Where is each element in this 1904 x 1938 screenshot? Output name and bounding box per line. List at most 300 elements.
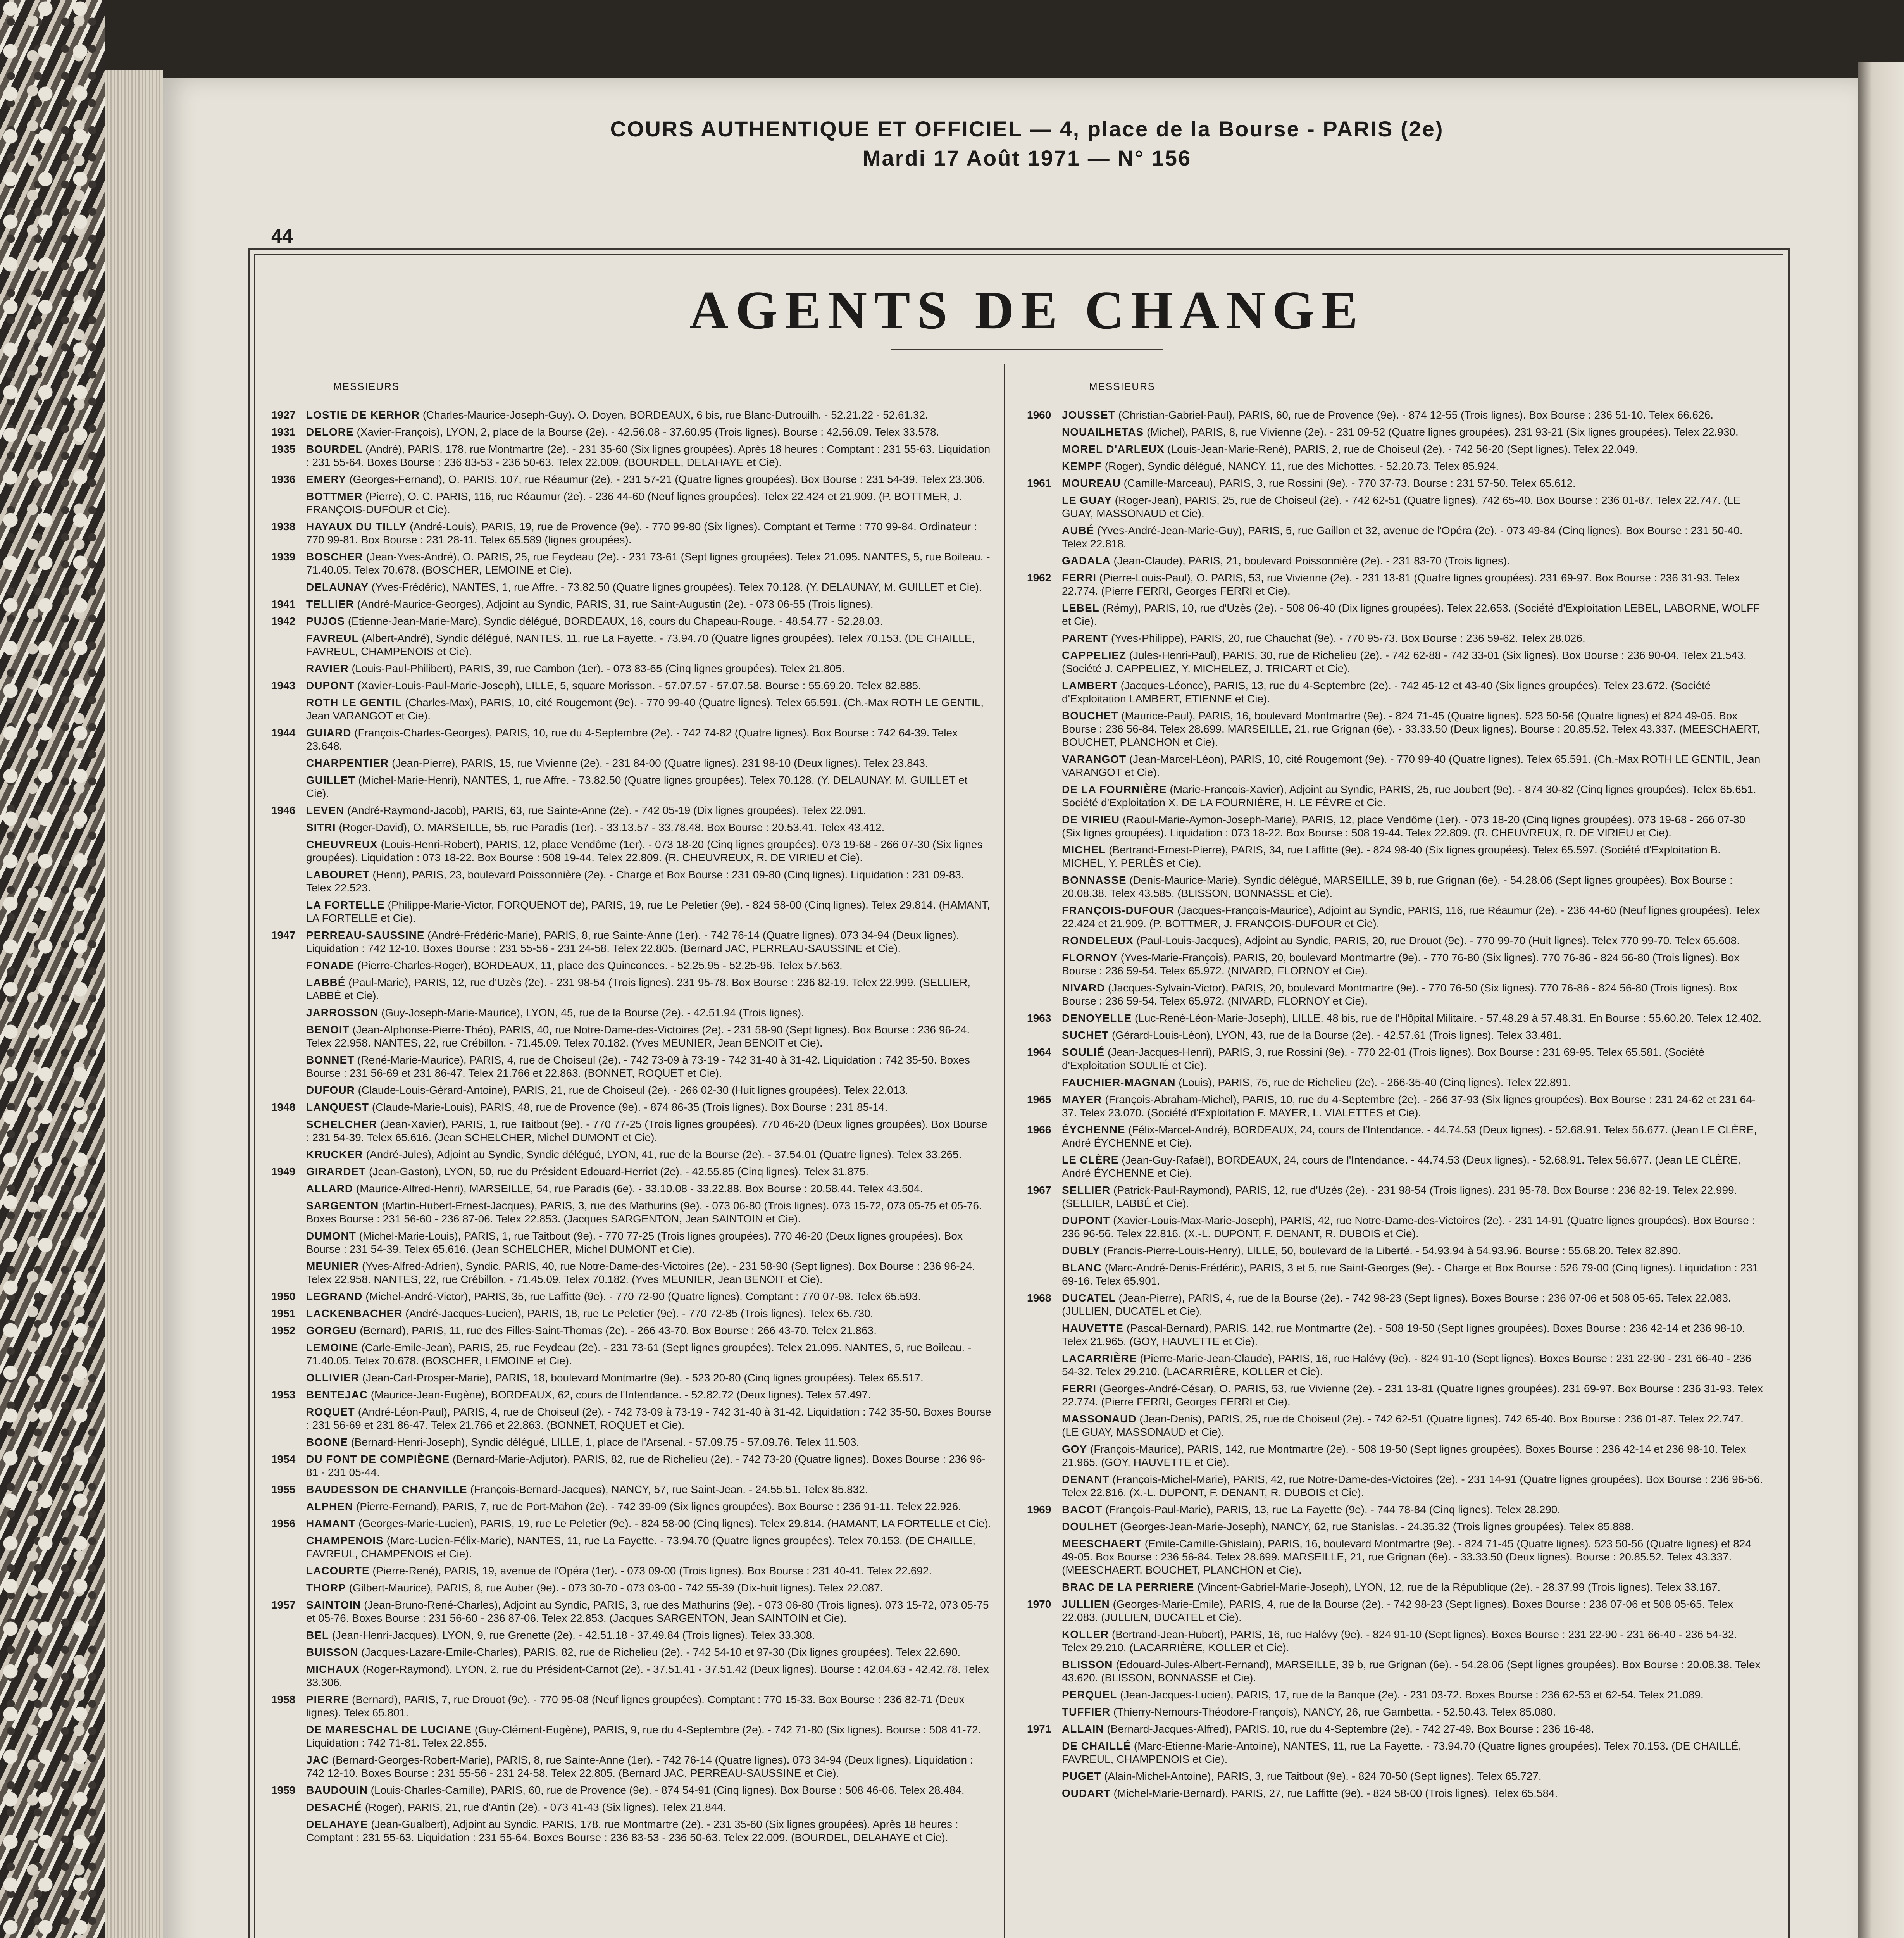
agent-name: DUMONT	[306, 1230, 356, 1242]
agent-details: (Yves-André-Jean-Marie-Guy), PARIS, 5, rue Gaillon et 32, avenue de l'Opéra (2e). - 073 49-84 (Cinq lignes). Box Bourse : 231 50-40. Telex 22.818.	[1062, 524, 1743, 550]
agent-entry	[1027, 679, 1763, 705]
entry-year: 1935	[271, 443, 296, 455]
entry-year: 1943	[271, 679, 296, 691]
agent-details: (Yves-Philippe), PARIS, 20, rue Chauchat (9e). - 770 95-73. Box Bourse : 236 59-62. Telex 28.026.	[1111, 632, 1585, 644]
entry-year	[1027, 1244, 1062, 1257]
agent-entry	[271, 598, 992, 611]
entry-year: 1960	[1027, 409, 1051, 421]
entry-year	[271, 1534, 306, 1560]
agent-entry	[1027, 1740, 1763, 1766]
agent-entry	[271, 898, 992, 925]
agent-name: JULLIEN	[1062, 1598, 1110, 1610]
agent-entry	[271, 1818, 992, 1844]
agent-name: BONNET	[306, 1054, 355, 1066]
agent-name: FRANÇOIS-DUFOUR	[1062, 904, 1175, 916]
left-entry-list	[271, 409, 992, 1844]
agent-details: (Xavier-François), LYON, 2, place de la Bourse (2e). - 42.56.08 - 37.60.95 (Trois lignes). Bourse : 42.56.09. Telex 33.578.	[357, 426, 939, 438]
agent-details: (Michel), PARIS, 8, rue Vivienne (2e). - 231 09-52 (Quatre lignes groupées). 231 93-21 (Six lignes groupées). Telex 22.930.	[1146, 426, 1739, 438]
agent-name: DE LA FOURNIÈRE	[1062, 783, 1167, 795]
agent-details: (René-Marie-Maurice), PARIS, 4, rue de Choiseul (2e). - 742 73-09 à 73-19 - 742 31-40 à 31-42. Liquidation : 742 35-50. Boxes Bourse : 231 56-69 et 231 86-47. Telex 21.766 et 22.863. (BONNET, ROQUET et Cie).	[306, 1054, 970, 1079]
entry-year	[271, 898, 306, 925]
right-column-heading: MESSIEURS	[1089, 381, 1156, 392]
agent-entry	[1027, 813, 1763, 840]
agent-name: DE MARESCHAL DE LUCIANE	[306, 1724, 472, 1736]
entry-year	[1027, 1537, 1062, 1577]
agent-name: VARANGOT	[1062, 753, 1127, 765]
entry-year: 1961	[1027, 477, 1051, 489]
agent-entry	[271, 1663, 992, 1689]
agent-details: (André-Frédéric-Marie), PARIS, 8, rue Sainte-Anne (1er). - 742 76-14 (Quatre lignes). 073 34-94 (Deux lignes). Liquidation : 742 12-10. Boxes Bourse : 231 55-56 - 231 24-58. Telex 22.805. (Bernard JAC, PERREAU-SAUSSINE et Cie).	[306, 929, 960, 954]
agent-name: BLISSON	[1062, 1659, 1113, 1671]
entry-year	[1027, 1029, 1062, 1042]
agent-entry	[1027, 477, 1763, 490]
agent-name: LANQUEST	[306, 1101, 369, 1113]
entry-year	[271, 1646, 306, 1659]
agent-entry	[1027, 409, 1763, 422]
entry-year	[1027, 1787, 1062, 1800]
entry-year	[271, 1053, 306, 1080]
agent-entry	[271, 1517, 992, 1530]
agent-details: (Bernard-Marie-Adjutor), PARIS, 82, rue de Richelieu (2e). - 742 73-20 (Quatre lignes). Boxes Bourse : 236 96-81 - 231 05-44.	[306, 1453, 986, 1478]
agent-details: (Claude-Louis-Gérard-Antoine), PARIS, 21, rue de Choiseul (2e). - 266 02-30 (Huit lignes groupées). Telex 22.013.	[358, 1084, 908, 1096]
entry-year: 1966	[1027, 1124, 1051, 1136]
agent-name: TUFFIER	[1062, 1706, 1111, 1718]
agent-name: RAVIER	[306, 662, 349, 674]
agent-entry	[271, 1500, 992, 1513]
agent-details: (Alain-Michel-Antoine), PARIS, 3, rue Taitbout (9e). - 824 70-50 (Sept lignes). Telex 65.727.	[1104, 1770, 1542, 1782]
agent-name: MICHAUX	[306, 1663, 360, 1675]
agent-details: (Pierre-Fernand), PARIS, 7, rue de Port-Mahon (2e). - 742 39-09 (Six lignes groupées). Box Bourse : 236 91-11. Telex 22.926.	[356, 1500, 961, 1512]
agent-details: (Christian-Gabriel-Paul), PARIS, 60, rue de Provence (9e). - 874 12-55 (Trois lignes). Box Bourse : 236 51-10. Telex 66.626.	[1118, 409, 1714, 421]
agent-entry	[271, 1229, 992, 1256]
agent-entry	[1027, 602, 1763, 628]
agent-details: (Charles-Maurice-Joseph-Guy). O. Doyen, BORDEAUX, 6 bis, rue Blanc-Dutrouilh. - 52.21.22 - 52.61.32.	[422, 409, 928, 421]
agent-name: BENOIT	[306, 1024, 350, 1036]
entry-year	[271, 757, 306, 770]
agent-name: JARROSSON	[306, 1007, 379, 1019]
agent-entry	[271, 1371, 992, 1385]
agent-name: MICHEL	[1062, 844, 1106, 856]
agent-name: PERQUEL	[1062, 1689, 1117, 1701]
right-column	[1027, 380, 1763, 1804]
agent-entry	[271, 520, 992, 547]
agent-details: (Charles-Max), PARIS, 10, cité Rougemont (9e). - 770 99-40 (Quatre lignes). Telex 65.591. (Ch.-Max ROTH LE GENTIL, Jean VARANGOT et Cie).	[306, 697, 984, 722]
entry-year	[271, 1182, 306, 1195]
agent-name: BEL	[306, 1629, 329, 1641]
agent-details: (Jacques-Léonce), PARIS, 13, rue du 4-Septembre (2e). - 742 45-12 et 43-40 (Six lignes groupées). Telex 23.672. (Société d'Exploitation LAMBERT, ETIENNE et Cie).	[1062, 679, 1711, 705]
agent-entry	[1027, 1473, 1763, 1499]
entry-year	[271, 1341, 306, 1367]
agent-entry	[271, 1564, 992, 1578]
agent-entry	[1027, 1261, 1763, 1288]
agent-name: MEUNIER	[306, 1260, 359, 1272]
agent-details: (Michel-Marie-Henri), NANTES, 1, rue Affre. - 73.82.50 (Quatre lignes groupées). Telex 70.128. (Y. DELAUNAY, M. GUILLET et Cie).	[306, 774, 968, 799]
agent-name: DE VIRIEU	[1062, 814, 1120, 826]
agent-entry	[271, 1598, 992, 1625]
agent-entry	[1027, 1581, 1763, 1594]
agent-name: BOUCHET	[1062, 710, 1118, 722]
agent-details: (Roger-Raymond), LYON, 2, rue du Président-Carnot (2e). - 37.51.41 - 37.51.42 (Deux lignes). Bourse : 42.04.63 - 42.42.78. Telex 33.306.	[306, 1663, 989, 1688]
entry-year	[1027, 494, 1062, 520]
entry-year: 1965	[1027, 1093, 1051, 1105]
agent-entry	[1027, 1046, 1763, 1072]
facing-page-edge	[1858, 62, 1904, 1938]
agent-details: (Jean-Guy-Rafaël), BORDEAUX, 24, cours de l'Intendance. - 44.74.53 (Deux lignes). - 52.68.91. Telex 56.677. (Jean LE CLÈRE, André ÉYCHENNE et Cie).	[1062, 1154, 1741, 1179]
agent-name: BAUDOUIN	[306, 1784, 368, 1796]
entry-year	[1027, 904, 1062, 930]
agent-name: SOULIÉ	[1062, 1046, 1105, 1058]
agent-details: (Emile-Camille-Ghislain), PARIS, 16, boulevard Montmartre (9e). - 824 71-45 (Quatre lignes). 523 50-56 (Quatre lignes) et 824 49-05. Box Bourse : 236 56-84. Telex 28.699. MARSEILLE, 21, rue Grignan (6e). - 33.33.50 (Deux lignes). Bourse : 20.85.52. Telex 43.337. (MEESCHAERT, BOUCHET, PLANCHON et Cie).	[1062, 1538, 1751, 1576]
agent-details: (Vincent-Gabriel-Marie-Joseph), LYON, 12, rue de la République (2e). - 28.37.99 (Trois lignes). Telex 33.167.	[1197, 1581, 1721, 1593]
agent-name: MASSONAUD	[1062, 1413, 1137, 1425]
agent-name: SITRI	[306, 821, 336, 833]
agent-details: (Jean-Gualbert), Adjoint au Syndic, PARIS, 178, rue Montmartre (2e). - 231 35-60 (Six lignes groupées). Après 18 heures : Comptant : 231 55-63. Liquidation : 231 55-64. Boxes Bourse : 236 83-53 - 236 50-63. Telex 22.009. (BOURDEL, DELAHAYE et Cie).	[306, 1818, 958, 1843]
agent-details: (Jean-Bruno-René-Charles), Adjoint au Syndic, PARIS, 3, rue des Mathurins (9e). - 073 06-80 (Trois lignes). 073 15-72, 073 05-75 et 05-76. Boxes Bourse : 231 56-60 - 236 87-06. Telex 22.853. (Jacques SARGENTON, Jean SAINTOIN et Cie).	[306, 1599, 989, 1624]
agent-details: (Roger), PARIS, 21, rue d'Antin (2e). - 073 41-43 (Six lignes). Telex 21.844.	[365, 1801, 726, 1813]
agent-details: (Bertrand-Ernest-Pierre), PARIS, 34, rue Laffitte (9e). - 824 98-40 (Six lignes groupées). Telex 65.597. (Société d'Exploitation B. MICHEL, Y. PERLÈS et Cie).	[1062, 844, 1721, 869]
agent-entry	[1027, 1123, 1763, 1150]
entry-year: 1942	[271, 615, 296, 627]
entry-year	[1027, 843, 1062, 870]
agent-name: PARENT	[1062, 632, 1108, 644]
entry-year: 1947	[271, 929, 296, 941]
agent-details: (Bernard), PARIS, 7, rue Drouot (9e). - 770 95-08 (Neuf lignes groupées). Comptant : 770 15-33. Box Bourse : 236 82-71 (Deux lignes). Telex 65.801.	[306, 1693, 965, 1719]
agent-details: (Jacques-Sylvain-Victor), PARIS, 20, boulevard Montmartre (9e). - 770 76-50 (Six lignes). 770 76-86 - 824 56-80 (Trois lignes). Box Bourse : 236 59-54. Telex 65.972. (NIVARD, FLORNOY et Cie).	[1062, 982, 1738, 1007]
entry-year	[1027, 1473, 1062, 1499]
agent-entry	[1027, 1244, 1763, 1257]
agent-entry	[271, 1629, 992, 1642]
entry-year	[1027, 1520, 1062, 1533]
agent-entry	[271, 1723, 992, 1750]
agent-name: LABBÉ	[306, 976, 346, 988]
agent-name: DESACHÉ	[306, 1801, 362, 1813]
agent-details: (Bernard-Jacques-Alfred), PARIS, 10, rue du 4-Septembre (2e). - 742 27-49. Box Bourse : 236 16-48.	[1107, 1723, 1594, 1735]
entry-year	[1027, 443, 1062, 456]
entry-year: 1948	[271, 1101, 296, 1113]
agent-details: (François-Charles-Georges), PARIS, 10, rue du 4-Septembre (2e). - 742 74-82 (Quatre lignes). Box Bourse : 742 64-39. Telex 23.648.	[306, 727, 958, 752]
agent-entry	[1027, 1214, 1763, 1240]
agent-name: DUPONT	[306, 679, 355, 691]
agent-entry	[1027, 1153, 1763, 1180]
agent-entry	[1027, 1628, 1763, 1654]
agent-entry	[271, 821, 992, 834]
agent-details: (Michel-Marie-Bernard), PARIS, 27, rue Laffitte (9e). - 824 58-00 (Trois lignes). Telex 65.584.	[1113, 1787, 1558, 1799]
entry-year	[1027, 649, 1062, 675]
agent-details: (Georges-Fernand), O. PARIS, 107, rue Réaumur (2e). - 231 57-21 (Quatre lignes groupées). Box Bourse : 231 54-39. Telex 23.306.	[349, 473, 986, 485]
agent-name: DUBLY	[1062, 1245, 1100, 1257]
agent-name: HAYAUX DU TILLY	[306, 521, 407, 533]
agent-entry	[271, 696, 992, 722]
agent-details: (Jean-Alphonse-Pierre-Théo), PARIS, 40, rue Notre-Dame-des-Victoires (2e). - 231 58-90 (Sept lignes). Box Bourse : 236 96-24. Telex 22.958. NANTES, 22, rue Crébillon. - 71.45.09. Telex 70.182. (Yves MEUNIER, Jean BENOIT et Cie).	[306, 1024, 970, 1049]
agent-details: (François-Paul-Marie), PARIS, 13, rue La Fayette (9e). - 744 78-84 (Cinq lignes). Telex 28.290.	[1105, 1504, 1561, 1516]
agent-name: BAUDESSON DE CHANVILLE	[306, 1483, 467, 1495]
agent-details: (Jean-Claude), PARIS, 21, boulevard Poissonnière (2e). - 231 83-70 (Trois lignes).	[1113, 555, 1510, 567]
agent-details: (Jean-Jacques-Henri), PARIS, 3, rue Rossini (9e). - 770 22-01 (Trois lignes). Box Bourse : 231 69-95. Telex 65.581. (Société d'Exploitation SOULIÉ et Cie).	[1062, 1046, 1705, 1071]
agent-name: LEVEN	[306, 804, 345, 816]
agent-details: (Yves-Alfred-Adrien), Syndic, PARIS, 40, rue Notre-Dame-des-Victoires (2e). - 231 58-90 (Sept lignes). Box Bourse : 236 96-24. Telex 22.958. NANTES, 22, rue Crébillon. - 71.45.09. Telex 70.182. (Yves MEUNIER, Jean BENOIT et Cie).	[306, 1260, 975, 1285]
agent-details: (Patrick-Paul-Raymond), PARIS, 12, rue d'Uzès (2e). - 231 98-54 (Trois lignes). 231 95-78. Box Bourse : 236 82-19. Telex 22.999. (SELLIER, LABBÉ et Cie).	[1062, 1184, 1737, 1209]
agent-name: CHEUVREUX	[306, 838, 378, 850]
agent-entry	[1027, 554, 1763, 567]
masthead-line-1: COURS AUTHENTIQUE ET OFFICIEL — 4, place de la Bourse - PARIS (2e)	[610, 117, 1444, 141]
agent-name: LE GUAY	[1062, 494, 1112, 506]
agent-name: ÉYCHENNE	[1062, 1124, 1125, 1136]
entry-year	[1027, 951, 1062, 978]
agent-entry	[1027, 1093, 1763, 1119]
agent-details: (Marie-François-Xavier), Adjoint au Syndic, PARIS, 25, rue Joubert (9e). - 874 30-82 (Cinq lignes groupées). Telex 65.651. Société d'Exploitation X. DE LA FOURNIÈRE, H. LE FÈVRE et Cie.	[1062, 783, 1756, 809]
agent-entry	[271, 976, 992, 1002]
entry-year: 1939	[271, 551, 296, 563]
entry-year: 1957	[271, 1599, 296, 1611]
agent-name: DU FONT DE COMPIÈGNE	[306, 1453, 450, 1465]
agent-name: RONDELEUX	[1062, 935, 1134, 947]
entry-year	[271, 632, 306, 658]
agent-details: (Michel-André-Victor), PARIS, 35, rue Laffitte (9e). - 770 72-90 (Quatre lignes). Comptant : 770 07-98. Telex 65.593.	[365, 1290, 921, 1302]
page-edges	[105, 70, 163, 1938]
agent-name: DUPONT	[1062, 1214, 1110, 1226]
agent-details: (Jacques-François-Maurice), Adjoint au Syndic, PARIS, 116, rue Réaumur (2e). - 236 44-60 (Neuf lignes groupées). Telex 22.424 et 21.909. (P. BOTTMER, J. FRANÇOIS-DUFOUR et Cie).	[1062, 904, 1760, 929]
agent-name: LACKENBACHER	[306, 1307, 403, 1319]
entry-year	[1027, 709, 1062, 749]
agent-details: (Michel-Marie-Louis), PARIS, 1, rue Taitbout (9e). - 770 77-25 (Trois lignes groupées). 770 46-20 (Deux lignes groupées). Box Bourse : 231 54-39. Telex 65.616. (Jean SCHELCHER, Michel DUMONT et Cie).	[306, 1230, 963, 1255]
agent-entry	[1027, 524, 1763, 550]
agent-entry	[1027, 632, 1763, 645]
agent-details: (Martin-Hubert-Ernest-Jacques), PARIS, 3, rue des Mathurins (9e). - 073 06-80 (Trois lignes). 073 15-72, 073 05-75 et 05-76. Boxes Bourse : 231 56-60 - 236 87-06. Telex 22.853. (Jacques SARGENTON, Jean SAINTOIN et Cie).	[306, 1200, 982, 1225]
agent-name: BOONE	[306, 1436, 348, 1448]
agent-name: HAMANT	[306, 1517, 356, 1529]
entry-year: 1950	[271, 1290, 296, 1302]
entry-year: 1951	[271, 1307, 296, 1319]
entry-year	[1027, 1076, 1062, 1089]
agent-details: (Marc-Etienne-Marie-Antoine), NANTES, 11, rue La Fayette. - 73.94.70 (Quatre lignes groupées). Telex 70.153. (DE CHAILLÉ, FAVREUL, CHAMPENOIS et Cie).	[1062, 1740, 1742, 1765]
entry-year	[1027, 1214, 1062, 1240]
agent-entry	[1027, 753, 1763, 779]
entry-year	[271, 581, 306, 594]
agent-entry	[1027, 1705, 1763, 1719]
agent-entry	[271, 1023, 992, 1050]
entry-year: 1962	[1027, 572, 1051, 584]
agent-entry	[1027, 1322, 1763, 1348]
agent-details: (Paul-Marie), PARIS, 12, rue d'Uzès (2e). - 231 98-54 (Trois lignes). 231 95-78. Box Bourse : 236 82-19. Telex 22.999. (SELLIER, LABBÉ et Cie).	[306, 976, 970, 1002]
agent-details: (Claude-Marie-Louis), PARIS, 48, rue de Provence (9e). - 874 86-35 (Trois lignes). Box Bourse : 231 85-14.	[372, 1101, 888, 1113]
agent-details: (Gérard-Louis-Léon), LYON, 43, rue de la Bourse (2e). - 42.57.61 (Trois lignes). Telex 33.481.	[1111, 1029, 1562, 1041]
agent-entry	[271, 1754, 992, 1780]
agent-details: (Henri), PARIS, 23, boulevard Poissonnière (2e). - Charge et Box Bourse : 231 09-80 (Cinq lignes). Liquidation : 231 09-83. Telex 22.523.	[306, 869, 964, 894]
agent-entry	[271, 1260, 992, 1286]
entry-year	[1027, 1658, 1062, 1685]
page-number: 44	[271, 225, 293, 247]
agent-entry	[271, 1006, 992, 1019]
agent-details: (Rémy), PARIS, 10, rue d'Uzès (2e). - 508 06-40 (Dix lignes groupées). Telex 22.653. (Société d'Exploitation LEBEL, LABORNE, WOLFF et Cie).	[1062, 602, 1760, 627]
title-rule	[891, 349, 1163, 350]
entry-year	[271, 838, 306, 864]
entry-year	[271, 1199, 306, 1226]
entry-year: 1949	[271, 1166, 296, 1178]
agent-name: LEGRAND	[306, 1290, 363, 1302]
agent-name: KEMPF	[1062, 460, 1102, 472]
agent-entry	[1027, 904, 1763, 930]
agent-name: LE CLÈRE	[1062, 1154, 1119, 1166]
entry-year	[271, 1818, 306, 1844]
agent-entry	[271, 443, 992, 469]
agent-name: FAVREUL	[306, 632, 359, 644]
agent-name: ALLARD	[306, 1183, 353, 1195]
agent-details: (Jean-Xavier), PARIS, 1, rue Taitbout (9e). - 770 77-25 (Trois lignes groupées). 770 46-20 (Deux lignes groupées). Box Bourse : 231 54-39. Telex 65.616. (Jean SCHELCHER, Michel DUMONT et Cie).	[306, 1118, 987, 1143]
agent-entry	[1027, 843, 1763, 870]
entry-year	[1027, 1443, 1062, 1469]
agent-entry	[1027, 1291, 1763, 1318]
entry-year	[1027, 524, 1062, 550]
agent-entry	[1027, 1443, 1763, 1469]
agent-name: GUILLET	[306, 774, 355, 786]
agent-details: (Jean-Jacques-Lucien), PARIS, 17, rue de la Banque (2e). - 231 03-72. Boxes Bourse : 236 62-53 et 62-54. Telex 21.089.	[1120, 1689, 1704, 1701]
agent-name: SAINTOIN	[306, 1599, 361, 1611]
agent-entry	[1027, 460, 1763, 473]
agent-name: MEESCHAERT	[1062, 1538, 1142, 1550]
agent-details: (Etienne-Jean-Marie-Marc), Syndic délégué, BORDEAUX, 16, cours du Chapeau-Rouge. - 48.54.77 - 52.28.03.	[348, 615, 883, 627]
entry-year	[271, 1084, 306, 1097]
agent-name: LAMBERT	[1062, 679, 1118, 691]
agent-details: (Maurice-Jean-Eugène), BORDEAUX, 62, cours de l'Intendance. - 52.82.72 (Deux lignes). Telex 57.497.	[370, 1389, 871, 1401]
entry-year	[271, 1006, 306, 1019]
agent-entry	[1027, 649, 1763, 675]
entry-year: 1941	[271, 598, 296, 610]
agent-name: TELLIER	[306, 598, 354, 610]
agent-details: (François-Abraham-Michel), PARIS, 10, rue du 4-Septembre (2e). - 266 37-93 (Six lignes groupées). Box Bourse : 231 24-62 et 231 64-37. Telex 23.070. (Société d'Exploitation F. MAYER, L. VIALETTES et Cie).	[1062, 1093, 1756, 1119]
agent-details: (André-Raymond-Jacob), PARIS, 63, rue Sainte-Anne (2e). - 742 05-19 (Dix lignes groupées). Telex 22.091.	[347, 804, 867, 816]
agent-entry	[271, 929, 992, 955]
agent-entry	[1027, 981, 1763, 1008]
agent-name: LACARRIÈRE	[1062, 1352, 1137, 1364]
entry-year: 1959	[271, 1784, 296, 1796]
agent-entry	[271, 1341, 992, 1367]
agent-entry	[1027, 1012, 1763, 1025]
entry-year	[1027, 1352, 1062, 1378]
left-column	[271, 380, 992, 1848]
agent-entry	[271, 615, 992, 628]
entry-year	[1027, 1705, 1062, 1719]
agent-entry	[1027, 1029, 1763, 1042]
agent-entry	[1027, 951, 1763, 978]
entry-year	[271, 1229, 306, 1256]
agent-name: DOULHET	[1062, 1521, 1117, 1533]
agent-details: (Guy-Clément-Eugène), PARIS, 9, rue du 4-Septembre (2e). - 742 71-80 (Six lignes). Bourse : 508 41-72. Liquidation : 742 71-81. Telex 22.855.	[306, 1724, 981, 1749]
agent-entry	[271, 490, 992, 516]
entry-year	[271, 1801, 306, 1814]
agent-name: SARGENTON	[306, 1200, 379, 1212]
agent-entry	[1027, 1382, 1763, 1409]
agent-details: (Jean-Carl-Prosper-Marie), PARIS, 18, boulevard Montmartre (9e). - 523 20-80 (Cinq lignes groupées). Telex 65.517.	[362, 1372, 924, 1384]
agent-details: (Jacques-Lazare-Emile-Charles), PARIS, 82, rue de Richelieu (2e). - 742 54-10 et 97-30 (Dix lignes groupées). Telex 22.690.	[361, 1646, 961, 1658]
agent-entry	[271, 757, 992, 770]
agent-details: (André), PARIS, 178, rue Montmartre (2e). - 231 35-60 (Six lignes groupées). Après 18 heures : Comptant : 231 55-63. Liquidation : 231 55-64. Boxes Bourse : 236 83-53 - 236 50-63. Telex 22.009. (BOURDEL, DELAHAYE et Cie).	[306, 443, 991, 468]
entry-year	[1027, 1322, 1062, 1348]
agent-entry	[1027, 934, 1763, 947]
agent-details: (Jean-Yves-André), O. PARIS, 25, rue Feydeau (2e). - 231 73-61 (Sept lignes groupées). Telex 21.095. NANTES, 5, rue Boileau. - 71.40.05. Telex 70.678. (BOSCHER, LEMOINE et Cie).	[306, 551, 990, 576]
entry-year: 1936	[271, 473, 296, 485]
agent-name: LOSTIE DE KERHOR	[306, 409, 420, 421]
entry-year: 1955	[271, 1483, 296, 1495]
entry-year: 1956	[271, 1517, 296, 1529]
agent-name: FAUCHIER-MAGNAN	[1062, 1076, 1176, 1088]
agent-details: (Pierre-Louis-Paul), O. PARIS, 53, rue Vivienne (2e). - 231 13-81 (Quatre lignes groupées). 231 69-97. Box Bourse : 236 31-93. Telex 22.774. (Pierre FERRI, Georges FERRI et Cie).	[1062, 572, 1740, 597]
agent-entry	[271, 1453, 992, 1479]
agent-entry	[1027, 783, 1763, 809]
agent-details: (André-Louis), PARIS, 19, rue de Provence (9e). - 770 99-80 (Six lignes). Comptant et Terme : 770 99-84. Ordinateur : 770 99-81. Box Bourse : 231 28-11. Telex 65.589 (lignes groupées).	[306, 521, 977, 546]
agent-details: (André-Jacques-Lucien), PARIS, 18, rue Le Peletier (9e). - 770 72-85 (Trois lignes). Telex 65.730.	[405, 1307, 874, 1319]
agent-details: (Georges-Marie-Lucien), PARIS, 19, rue Le Peletier (9e). - 824 58-00 (Cinq lignes). Telex 29.814. (HAMANT, LA FORTELLE et Cie).	[358, 1517, 991, 1529]
agent-name: ROQUET	[306, 1406, 355, 1418]
agent-details: (Louis-Henri-Robert), PARIS, 12, place Vendôme (1er). - 073 18-20 (Cinq lignes groupées). 073 19-68 - 266 07-30 (Six lignes groupées). Liquidation : 073 18-22. Box Bourse : 508 19-44. Telex 22.809. (R. CHEUVREUX, R. DE VIRIEU et Cie).	[306, 838, 983, 864]
agent-name: THORP	[306, 1582, 346, 1594]
agent-details: (Pierre-René), PARIS, 19, avenue de l'Opéra (1er). - 073 09-00 (Trois lignes). Box Bourse : 231 40-41. Telex 22.692.	[372, 1565, 932, 1577]
entry-year	[1027, 602, 1062, 628]
entry-year	[1027, 1261, 1062, 1288]
agent-name: NIVARD	[1062, 982, 1105, 994]
agent-entry	[271, 1534, 992, 1560]
agent-details: (Maurice-Paul), PARIS, 16, boulevard Montmartre (9e). - 824 71-45 (Quatre lignes). 523 50-56 (Quatre lignes) et 824 49-05. Box Bourse : 236 56-84. Telex 28.699. MARSEILLE, 21, rue Grignan (6e). - 33.33.50 (Deux lignes). Bourse : 20.85.52. Telex 43.337. (MEESCHAERT, BOUCHET, PLANCHON et Cie).	[1062, 710, 1760, 748]
agent-entry	[1027, 1598, 1763, 1624]
column-divider	[1004, 364, 1005, 1938]
agent-name: DENOYELLE	[1062, 1012, 1132, 1024]
entry-year	[1027, 874, 1062, 900]
entry-year	[1027, 554, 1062, 567]
agent-details: (Louis-Charles-Camille), PARIS, 60, rue de Provence (9e). - 874 54-91 (Cinq lignes). Box Bourse : 508 46-06. Telex 28.484.	[370, 1784, 965, 1796]
agent-details: (André-Léon-Paul), PARIS, 4, rue de Choiseul (2e). - 742 73-09 à 73-19 - 742 31-40 à 31-42. Liquidation : 742 35-50. Boxes Bourse : 231 56-69 et 231 86-47. Telex 21.766 et 22.863. (BONNET, ROQUET et Cie).	[306, 1406, 991, 1431]
entry-year	[271, 1371, 306, 1385]
entry-year	[271, 1023, 306, 1050]
agent-entry	[1027, 1537, 1763, 1577]
agent-name: BOTTMER	[306, 490, 363, 502]
agent-entry	[271, 1084, 992, 1097]
agent-details: (Gilbert-Maurice), PARIS, 8, rue Auber (9e). - 073 30-70 - 073 03-00 - 742 55-39 (Dix-huit lignes). Telex 22.087.	[349, 1582, 883, 1594]
agent-details: (Francis-Pierre-Louis-Henry), LILLE, 50, boulevard de la Liberté. - 54.93.94 à 54.93.96. Bourse : 55.68.20. Telex 82.890.	[1103, 1245, 1681, 1257]
agent-entry	[271, 959, 992, 972]
agent-entry	[271, 426, 992, 439]
entry-year	[1027, 679, 1062, 705]
agent-details: (Roger-David), O. MARSEILLE, 55, rue Paradis (1er). - 33.13.57 - 33.78.48. Box Bourse : 20.53.41. Telex 43.412.	[339, 821, 885, 833]
entry-year	[1027, 1412, 1062, 1439]
entry-year	[1027, 1688, 1062, 1702]
agent-details: (Xavier-Louis-Max-Marie-Joseph), PARIS, 42, rue Notre-Dame-des-Victoires (2e). - 231 14-91 (Quatre lignes groupées). Box Bourse : 236 96-56. Telex 22.816. (X.-L. DUPONT, F. DENANT, R. DUBOIS et Cie).	[1062, 1214, 1755, 1240]
masthead-date: Mardi 17 Août 1971 — N° 156	[862, 146, 1192, 170]
entry-year	[271, 662, 306, 675]
agent-entry	[271, 1182, 992, 1195]
right-entry-list	[1027, 409, 1763, 1800]
entry-year: 1954	[271, 1453, 296, 1465]
agent-name: LEBEL	[1062, 602, 1099, 614]
agent-entry	[1027, 1503, 1763, 1516]
agent-details: (Denis-Maurice-Marie), Syndic délégué, MARSEILLE, 39 b, rue Grignan (6e). - 54.28.06 (Sept lignes groupées). Box Bourse : 20.08.38. Telex 43.585. (BLISSON, BONNASSE et Cie).	[1062, 874, 1733, 899]
agent-details: (Xavier-Louis-Paul-Marie-Joseph), LILLE, 5, square Morisson. - 57.07.57 - 57.07.58. Bourse : 55.69.20. Telex 82.885.	[357, 679, 921, 691]
agent-entry	[1027, 1352, 1763, 1378]
entry-year: 1931	[271, 426, 296, 438]
agent-details: (Jean-Pierre), PARIS, 15, rue Vivienne (2e). - 231 84-00 (Quatre lignes). 231 98-10 (Deux lignes). Telex 23.843.	[392, 757, 928, 769]
agent-details: (Pascal-Bernard), PARIS, 142, rue Montmartre (2e). - 508 19-50 (Sept lignes groupées). Boxes Bourse : 236 42-14 et 236 98-10. Telex 21.965. (GOY, HAUVETTE et Cie).	[1062, 1322, 1745, 1347]
agent-details: (Carle-Emile-Jean), PARIS, 25, rue Feydeau (2e). - 231 73-61 (Sept lignes groupées). Telex 21.095. NANTES, 5, rue Boileau. - 71.40.05. Telex 70.678. (BOSCHER, LEMOINE et Cie).	[306, 1341, 972, 1367]
agent-name: DENANT	[1062, 1473, 1110, 1485]
agent-details: (Jean-Gaston), LYON, 50, rue du Président Edouard-Herriot (2e). - 42.55.85 (Cinq lignes). Telex 31.875.	[369, 1166, 869, 1178]
agent-entry	[1027, 1770, 1763, 1783]
agent-details: (Louis-Paul-Philibert), PARIS, 39, rue Cambon (1er). - 073 83-65 (Cinq lignes groupées). Telex 21.805.	[352, 662, 845, 674]
agent-name: EMERY	[306, 473, 346, 485]
agent-details: (Jean-Denis), PARIS, 25, rue de Choiseul (2e). - 742 62-51 (Quatre lignes). 742 65-40. Box Bourse : 236 01-87. Telex 22.747. (LE GUAY, MASSONAUD et Cie).	[1062, 1413, 1744, 1438]
agent-entry	[271, 632, 992, 658]
agent-name: BONNASSE	[1062, 874, 1127, 886]
agent-details: (Pierre-Charles-Roger), BORDEAUX, 11, place des Quinconces. - 52.25.95 - 52.25-96. Telex 57.563.	[357, 959, 843, 971]
agent-details: (Luc-René-Léon-Marie-Joseph), LILLE, 48 bis, rue de l'Hôpital Militaire. - 57.48.29 à 57.48.31. En Bourse : 55.60.20. Telex 12.402.	[1134, 1012, 1762, 1024]
entry-year	[1027, 632, 1062, 645]
